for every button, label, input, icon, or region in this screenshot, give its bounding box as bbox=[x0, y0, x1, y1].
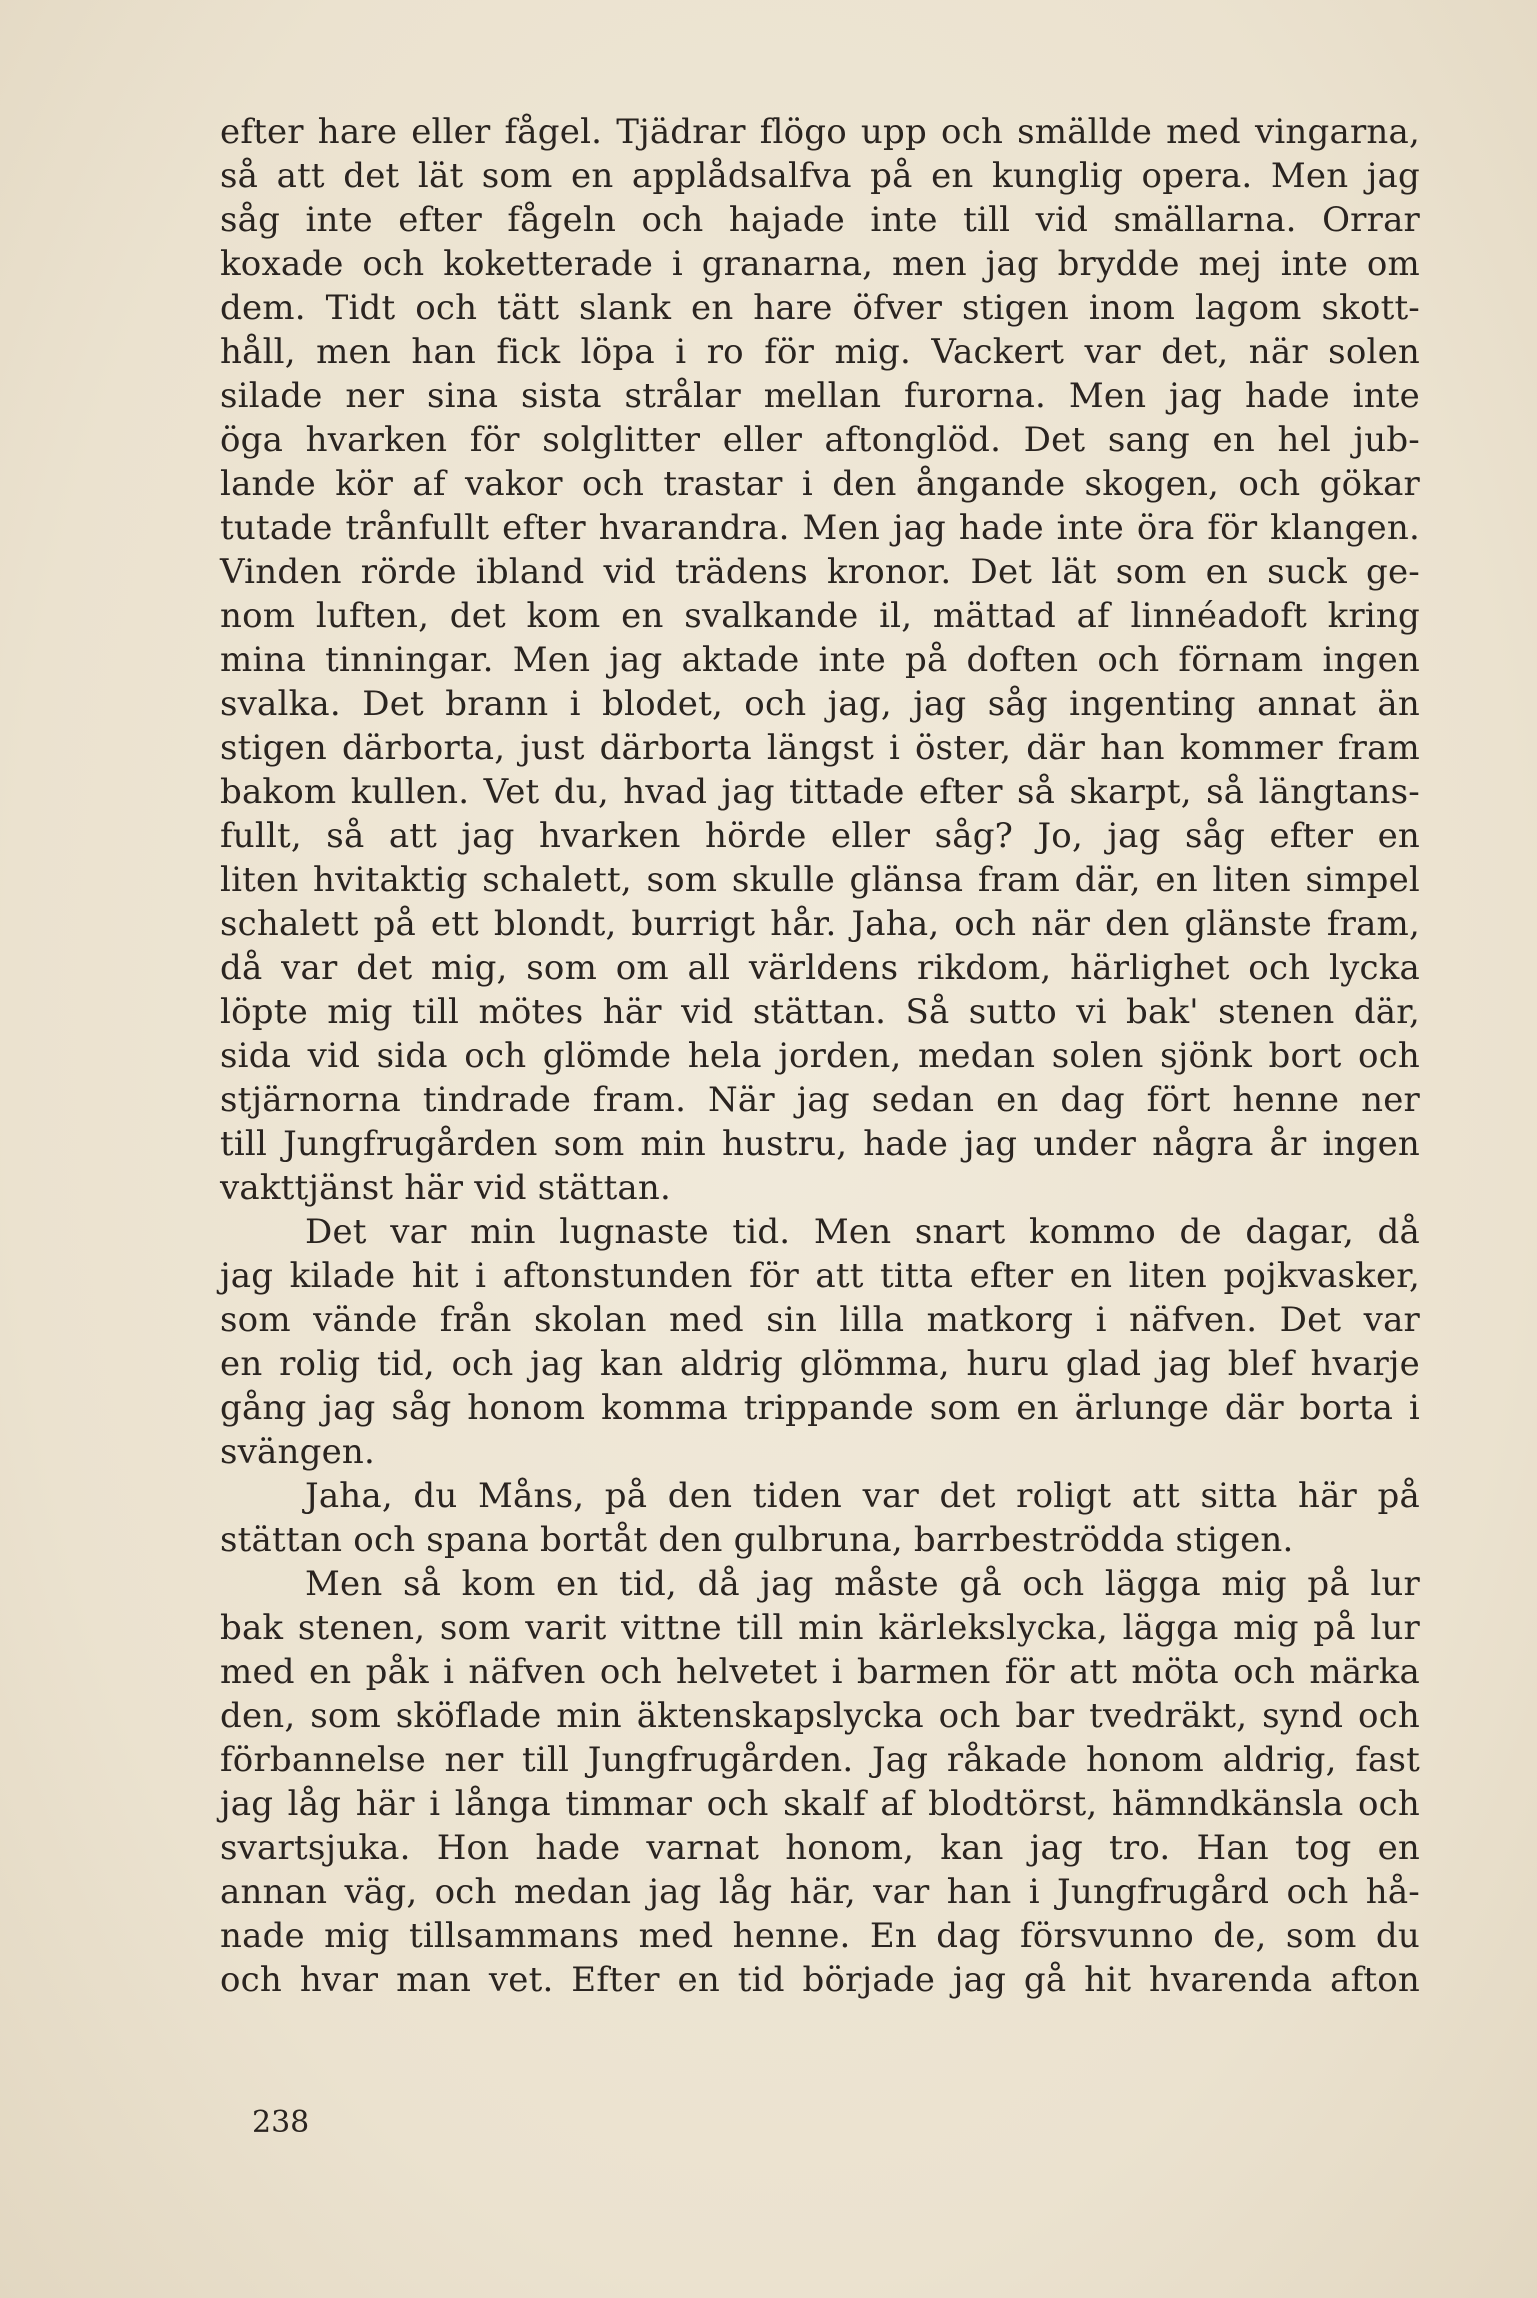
text-line: stättan och spana bortåt den gulbruna, barrbeströdda stigen. bbox=[220, 1520, 1294, 1560]
text-line: nade mig tillsammans med henne. En dag försvunno de, som du bbox=[220, 1916, 1420, 1956]
body-text bbox=[220, 110, 1420, 2002]
text-line: nom luften, det kom en svalkande il, mättad af linnéadoft kring bbox=[220, 596, 1420, 636]
text-line: så att det lät som en applådsalfva på en kunglig opera. Men jag bbox=[220, 156, 1420, 196]
page-number: 238 bbox=[252, 2105, 310, 2140]
text-line: med en påk i näfven och helvetet i barmen för att möta och märka bbox=[220, 1652, 1420, 1692]
text-line: bakom kullen. Vet du, hvad jag tittade efter så skarpt, så längtans- bbox=[220, 772, 1420, 812]
text-line: annan väg, och medan jag låg här, var han i Jungfrugård och hå- bbox=[220, 1872, 1420, 1912]
text-line: silade ner sina sista strålar mellan furorna. Men jag hade inte bbox=[220, 376, 1420, 416]
text-line: mina tinningar. Men jag aktade inte på doften och förnam ingen bbox=[220, 640, 1420, 680]
text-line: sida vid sida och glömde hela jorden, medan solen sjönk bort och bbox=[220, 1036, 1420, 1076]
text-line: och hvar man vet. Efter en tid började jag gå hit hvarenda afton bbox=[220, 1960, 1420, 2000]
text-line: stigen därborta, just därborta längst i öster, där han kommer fram bbox=[220, 728, 1420, 768]
text-line: öga hvarken för solglitter eller aftonglöd. Det sang en hel jub- bbox=[220, 420, 1420, 460]
text-line: svängen. bbox=[220, 1432, 376, 1472]
text-line: till Jungfrugården som min hustru, hade jag under några år ingen bbox=[220, 1124, 1420, 1164]
text-line: förbannelse ner till Jungfrugården. Jag råkade honom aldrig, fast bbox=[220, 1740, 1420, 1780]
text-line: dem. Tidt och tätt slank en hare öfver stigen inom lagom skott- bbox=[220, 288, 1420, 328]
text-line: Vinden rörde ibland vid trädens kronor. Det lät som en suck ge- bbox=[220, 552, 1420, 592]
text-line: jag kilade hit i aftonstunden för att titta efter en liten pojkvasker, bbox=[220, 1256, 1420, 1296]
text-line: Jaha, du Måns, på den tiden var det roligt att sitta här på bbox=[305, 1476, 1420, 1516]
text-line: bak stenen, som varit vittne till min kärlekslycka, lägga mig på lur bbox=[220, 1608, 1420, 1648]
text-line: stjärnorna tindrade fram. När jag sedan en dag fört henne ner bbox=[220, 1080, 1420, 1120]
text-line: svalka. Det brann i blodet, och jag, jag såg ingenting annat än bbox=[220, 684, 1420, 724]
text-line: som vände från skolan med sin lilla matkorg i näfven. Det var bbox=[220, 1300, 1420, 1340]
text-line: efter hare eller fågel. Tjädrar flögo upp och smällde med vingarna, bbox=[220, 112, 1420, 152]
text-line: svartsjuka. Hon hade varnat honom, kan jag tro. Han tog en bbox=[220, 1828, 1420, 1868]
text-line: löpte mig till mötes här vid stättan. Så sutto vi bak' stenen där, bbox=[220, 992, 1420, 1032]
text-line: koxade och koketterade i granarna, men jag brydde mej inte om bbox=[220, 244, 1420, 284]
text-line: såg inte efter fågeln och hajade inte till vid smällarna. Orrar bbox=[220, 200, 1420, 240]
text-line: fullt, så att jag hvarken hörde eller såg? Jo, jag såg efter en bbox=[220, 816, 1420, 856]
text-line: schalett på ett blondt, burrigt hår. Jaha, och när den glänste fram, bbox=[220, 904, 1420, 944]
text-line: Men så kom en tid, då jag måste gå och lägga mig på lur bbox=[305, 1564, 1420, 1604]
text-line: jag låg här i långa timmar och skalf af blodtörst, hämndkänsla och bbox=[220, 1784, 1420, 1824]
text-line: den, som sköflade min äktenskapslycka och bar tvedräkt, synd och bbox=[220, 1696, 1420, 1736]
text-line: Det var min lugnaste tid. Men snart kommo de dagar, då bbox=[305, 1212, 1420, 1252]
text-line: en rolig tid, och jag kan aldrig glömma, huru glad jag blef hvarje bbox=[220, 1344, 1420, 1384]
text-line: vakttjänst här vid stättan. bbox=[220, 1168, 672, 1208]
text-line: tutade trånfullt efter hvarandra. Men jag hade inte öra för klangen. bbox=[220, 508, 1420, 548]
text-line: då var det mig, som om all världens rikdom, härlighet och lycka bbox=[220, 948, 1420, 988]
text-line: gång jag såg honom komma trippande som en ärlunge där borta i bbox=[220, 1388, 1420, 1428]
text-line: liten hvitaktig schalett, som skulle glänsa fram där, en liten simpel bbox=[220, 860, 1420, 900]
text-line: lande kör af vakor och trastar i den ångande skogen, och gökar bbox=[220, 464, 1420, 504]
text-line: håll, men han fick löpa i ro för mig. Vackert var det, när solen bbox=[220, 332, 1420, 372]
